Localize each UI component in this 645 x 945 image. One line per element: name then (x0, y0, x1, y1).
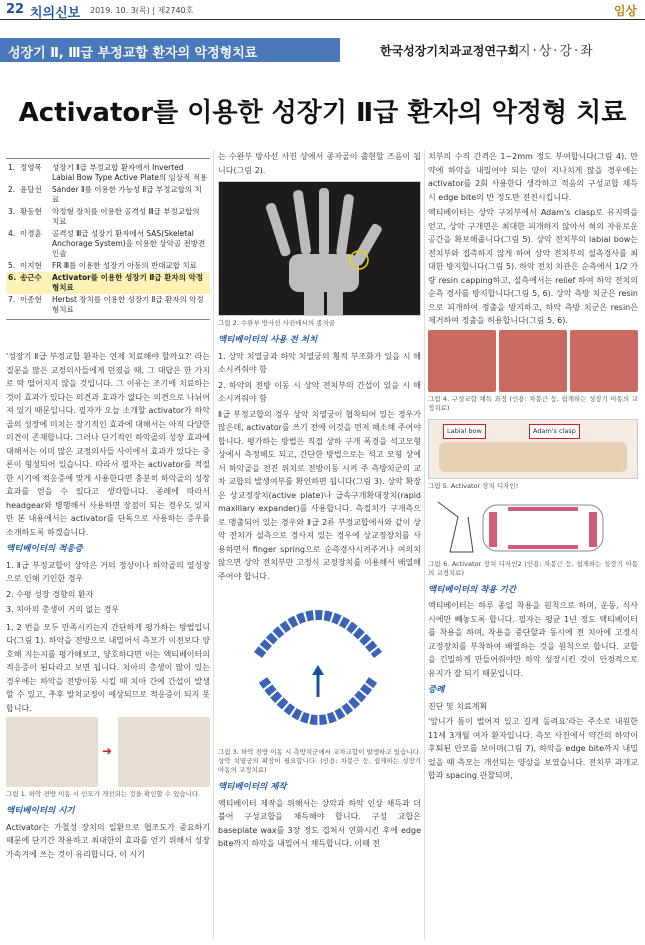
issue-date: 2019. 10. 3(목) | 제2740호 (90, 6, 194, 15)
toc-number: 4. (8, 229, 16, 238)
bite-photo-3 (570, 330, 638, 392)
bite-photo-2 (499, 330, 567, 392)
bite-photo-1 (428, 330, 496, 392)
column-2 (218, 150, 421, 853)
column-divider (424, 150, 425, 940)
figure-4-bite-photos (428, 330, 638, 392)
body-paragraph: 1, 2 번을 모두 만족시키는지 간단하게 평가하는 방법입니다(그림 1). 하악을 전방으로 내밀어서 측모가 이전보다 양호해 지는지를 평가해보고, 양호하다면 이는 액티베이터의 적응증이 된다라고 보면 됩니다. 치아의 총생이 많이 있는 경우에는 하악을 전방이동 시킬 때 치아 간에 간섭이 발생할 수 있고, 추후 발치교정이 예상되므로 적응증이 되지 못합니다. (6, 622, 210, 713)
toc-author: 이지현 (20, 261, 42, 270)
section-heading: 증례 (428, 685, 445, 695)
figure-5-caption: 그림 5. Activator 장치 디자인! (428, 481, 519, 490)
section-label: 임상 (613, 4, 637, 18)
arrow-up-icon (312, 665, 324, 675)
column-1 (6, 350, 210, 863)
profile-photo-after (118, 717, 210, 787)
figure-6-caption: 그림 6. Activator 장치 디자인2 (인용: 차봉근 등, 쉽게하는 성장기 아동의 교정치료) (428, 559, 638, 577)
indication-item: 3. 치아의 총생이 거의 없는 경우 (6, 605, 120, 614)
page-number: 22 (6, 2, 25, 17)
body-paragraph: 치부의 수직 간격은 1~2mm 정도 부여합니다(그림 4). 만약에 하악을 내밀어야 되는 양이 지나치게 많을 경우에는 activator를 2회 사용한다 생각하고 적음의 구성교합 채득 시 edge bite의 반 정도만 전진시킵니다. (428, 152, 638, 202)
toc-number: 1. (8, 163, 16, 172)
toc-author: 정영목 (20, 163, 42, 172)
figure-3-caption: 그림 3. 하악 전방 이동 시 측방치군에서 교차교합이 발생하고 있습니다. 상악 치열궁의 확장이 필요합니다. (인용: 차봉근 등, 쉽게하는 성장기 아동의 교정치료) (218, 748, 421, 774)
column-3 (428, 150, 638, 785)
body-paragraph: 액티베이터는 상악 구치부에서 Adam's clasp로 유지력을 얻고, 상악 구개면은 최대한 피개하지 않아서 혀의 자유로운 공간을 확보해줍니다(그림 5). 상악 전치부의 labial bow는 전치부와 접촉하지 않게 하여 상악 전치부의 설측경사를 최대한 방지합니다(그림 5). 하악 전치 치관은 순측에서 1/2 가량 resin capping하고, 설측에서는 relief 하여 하악 전치의 순측 경사를 방지합니다(그림 5, 6). 상악 측방 치군은 resin으로 피개하여 정출을 방지하고, 하악 측방 치군은 resin은 제거하여 정출을 허용합니다(그림 5, 6). (428, 208, 638, 325)
figure-1-caption: 그림 1. 하악 전방 이동 시 인모가 개선되는 것을 확인할 수 있습니다. (6, 790, 201, 798)
toc-title: 골격성 Ⅲ급 성장기 환자에서 SAS(Skeletal Anchorage System)을 이용한 상악골 전방견인술 (52, 229, 206, 258)
adams-clasp-label: Adam's clasp (529, 424, 580, 440)
toc-author: 이종현 (20, 295, 42, 304)
toc-number: 6. (8, 273, 17, 282)
indication-item: 2. 수평 성장 경향의 환자 (6, 589, 94, 599)
toc-title: Activator를 이용한 성장기 Ⅱ급 환자의 악정형치료 (52, 273, 203, 292)
body-paragraph: Activator는 가철성 장치의 일환으로 협조도가 중요하기 때문에 단기간 착용하고 최대한의 효과를 얻기 위해서 성장 가속기에 쓰는 것이 유리합니다. 이 시기 (6, 822, 210, 859)
section-heading: 액티베이터의 제작 (218, 782, 287, 792)
section-heading: 액티베이터의 착용 기간 (428, 584, 517, 595)
toc-author: 황동현 (20, 207, 42, 216)
figure-5-appliance-photo (428, 419, 638, 479)
figure-3-arch-diagram (218, 585, 421, 745)
toc-number: 2. (8, 185, 16, 194)
section-heading: 액티베이터의 사용 전 처치 (218, 335, 318, 345)
toc-item (6, 260, 210, 272)
newspaper-brand: 치의신보 (30, 6, 81, 21)
toc-title: 악정형 장치를 이용한 골격성 Ⅲ급 부정교합의 치료 (52, 207, 200, 226)
series-contents-list (6, 158, 210, 320)
section-heading: 액티베이터의 적응증 (6, 544, 83, 554)
series-title: 성장기 Ⅱ, Ⅲ급 부정교합 환자의 악정형치료 (8, 46, 258, 61)
column-divider (213, 150, 214, 940)
figure-2-hand-xray (218, 181, 421, 316)
organization-name: 한국성장기치과교정연구회 (380, 44, 520, 58)
series-band (0, 38, 340, 62)
page-header (0, 0, 645, 20)
toc-item (6, 162, 210, 184)
toc-author: 이경훈 (20, 229, 42, 238)
toc-number: 3. (8, 207, 16, 216)
column-label: 지·상·강·좌 (518, 44, 595, 59)
body-paragraph: 액티베이터는 하루 종일 착용을 원칙으로 하며, 운동, 식사 시에만 빼놓도록 합니다. 필자는 평균 1년 정도 액티베이터를 착용을 하며, 착용을 중단할과 동시에 전 치아에 고정식 교정장치를 부착하여 배열하는 것을 원칙으로 합니다. 교합을 긴밀하게 만들어줘야만 하악 성장시킨 것이 안정적으로 유지가 잘 되기 때문입니다. (428, 601, 638, 678)
toc-title: FR Ⅲ를 이용한 성장기 아동의 반대교합 치료 (52, 261, 197, 270)
toc-title: 성장기 Ⅱ급 부정교합 환자에서 Inverted Labial Bow Type Active Plate의 임상적 적용 (52, 163, 208, 182)
activator-design-diagram (428, 497, 638, 557)
dental-arch-diagram (218, 585, 421, 745)
labial-bow-label: Labial bow (443, 424, 486, 440)
toc-item (6, 228, 210, 260)
section-heading: 액티베이터의 시기 (6, 806, 75, 816)
toc-number: 5. (8, 261, 16, 270)
article-title: Activator를 이용한 성장기 Ⅱ급 환자의 악정형 치료 (18, 98, 627, 128)
appliance-image (439, 442, 627, 472)
indication-item: 1. Ⅱ급 부정교합이 상악은 거의 정상이나 하악골의 열성장으로 인해 기인한 경우 (6, 560, 210, 583)
body-paragraph: '앞니가 틈이 벌어져 있고 길게 돌려요'라는 주소로 내원한 11세 3개월 여자 환자입니다. 측모 사진에서 약간의 하악이 후퇴된 안모를 보이며(그림 7), 하악을 edge bite까지 내밀었을 때 측모는 개선되는 양상을 보였습니다. 전치부 과개교합과 spacing 관찰되며, (428, 717, 638, 780)
toc-item (6, 272, 210, 294)
subheading: 진단 및 치료계획 (428, 701, 488, 711)
intro-paragraph: '성장기 Ⅱ급 부정교합 환자는 언제 치료해야 할까요?' 라는 질문을 많은 교정의사들에게 던졌을 때, 그 대답은 한 가지로 딱 떨어지지 않을 것입니다. 그 이유는 조기에 치료하는 것이 효과가 있다는 의견과 효과가 없다는 의견으로 나뉘어져 있기 때문입니다. 필자가 오늘 소개할 activator가 하악골의 성장에 미치는 장기적인 효과에 대해서는 아직 다양한 의견이 존재합니다. 그러나 단기적인 하악골의 성장 효과에 대해서는 이미 많은 교정의사들 사이에서 효과가 있다는 중론이 형성되어 있습니다. 따라서 필자는 activator를 적절한 시기에 적응증에 맞게 사용한다면 충분히 하악골의 성장 효과를 얻을 수 있다고 생각합니다. 종례에 따라서 headgear와 병행해서 사용하면 장점이 되는 경우도 있지만 본 내용에서는 activator를 단독으로 사용하는 증우를 소개하도록 하겠습니다. (6, 352, 210, 537)
toc-item (6, 184, 210, 206)
figure-4-caption: 그림 4. 구성교합 채득 과정 (인용: 차봉근 등, 쉽게하는 성장기 아동의 교정치료) (428, 394, 638, 412)
toc-title: Herbst 장치를 이용한 성장기 Ⅱ급 환자의 악정형치료 (52, 295, 204, 314)
figure-1-profile-photos (6, 717, 210, 787)
toc-number: 7. (8, 295, 16, 304)
figure-6-design-diagram (428, 497, 638, 557)
toc-author: 송근수 (20, 273, 42, 282)
toc-author: 윤달선 (20, 185, 42, 194)
pretreatment-item: 2. 하악의 전방 이동 시 상악 전치부의 간섭이 있을 시 해소시켜줘야 함 (218, 380, 421, 403)
figure-2-caption: 그림 2. 수완부 방사선 사진에서의 종자골 (218, 319, 335, 327)
body-paragraph: 액티베이터 제작을 위해서는 상악과 하악 인상 채득과 더불어 구성교합을 채득해야 합니다. 구성 교합은 baseplate wax를 3장 정도 겹쳐서 연화시킨 후에 edge bite까지 하악을 내밀어서 채득합니다. 이때 전 (218, 798, 421, 848)
toc-title: Sander Ⅱ를 이용한 가능성 Ⅱ급 부정교합의 치료 (52, 185, 202, 204)
body-paragraph: 는 수완부 방사선 사진 상에서 종자골이 출현할 즈음이 됩니다(그림 2). (218, 152, 421, 175)
profile-photo-before (6, 717, 98, 787)
arrow-icon: ➜ (102, 744, 113, 759)
pretreatment-item: 1. 상악 치열궁과 하악 치열궁의 횡적 부조화가 있을 시 해소시켜줘야 함 (218, 351, 421, 374)
hand-xray-image (219, 182, 421, 316)
toc-item (6, 206, 210, 228)
toc-item (6, 294, 210, 316)
body-paragraph: Ⅱ급 부정교합의 경우 상악 치열궁이 협착되어 있는 경우가 많은데, activator를 쓰기 전에 이것을 먼저 해소해 주어야 합니다. 평가하는 방법은 직접 상하 구개 폭경을 석고모형상에서 측정해도 되고, 간단한 방법으로는 석고 모형 상에서 하악골을 전진 위치로 전방이동 시켜 주 측방치군의 교차 교합의 발생여부를 확인하면 됩니다(그림 3). 상악 확장은 상교정장치(active plate)나 급속구개확대장치(rapid maxillary expander)를 사용합니다. 측절치가 구개측으로 맹출되어 있는 경우와 Ⅱ급 2류 부정교합에서와 같이 상악 전치가 설측으로 경사져 있는 경우에 상교정장치를 사용하면서 finger spring으로 순측경사시켜주거나 여의치 않으면 상악 전치부만 고정식 교정장치를 이용해서 배열해 주어야 합니다. (218, 409, 421, 581)
